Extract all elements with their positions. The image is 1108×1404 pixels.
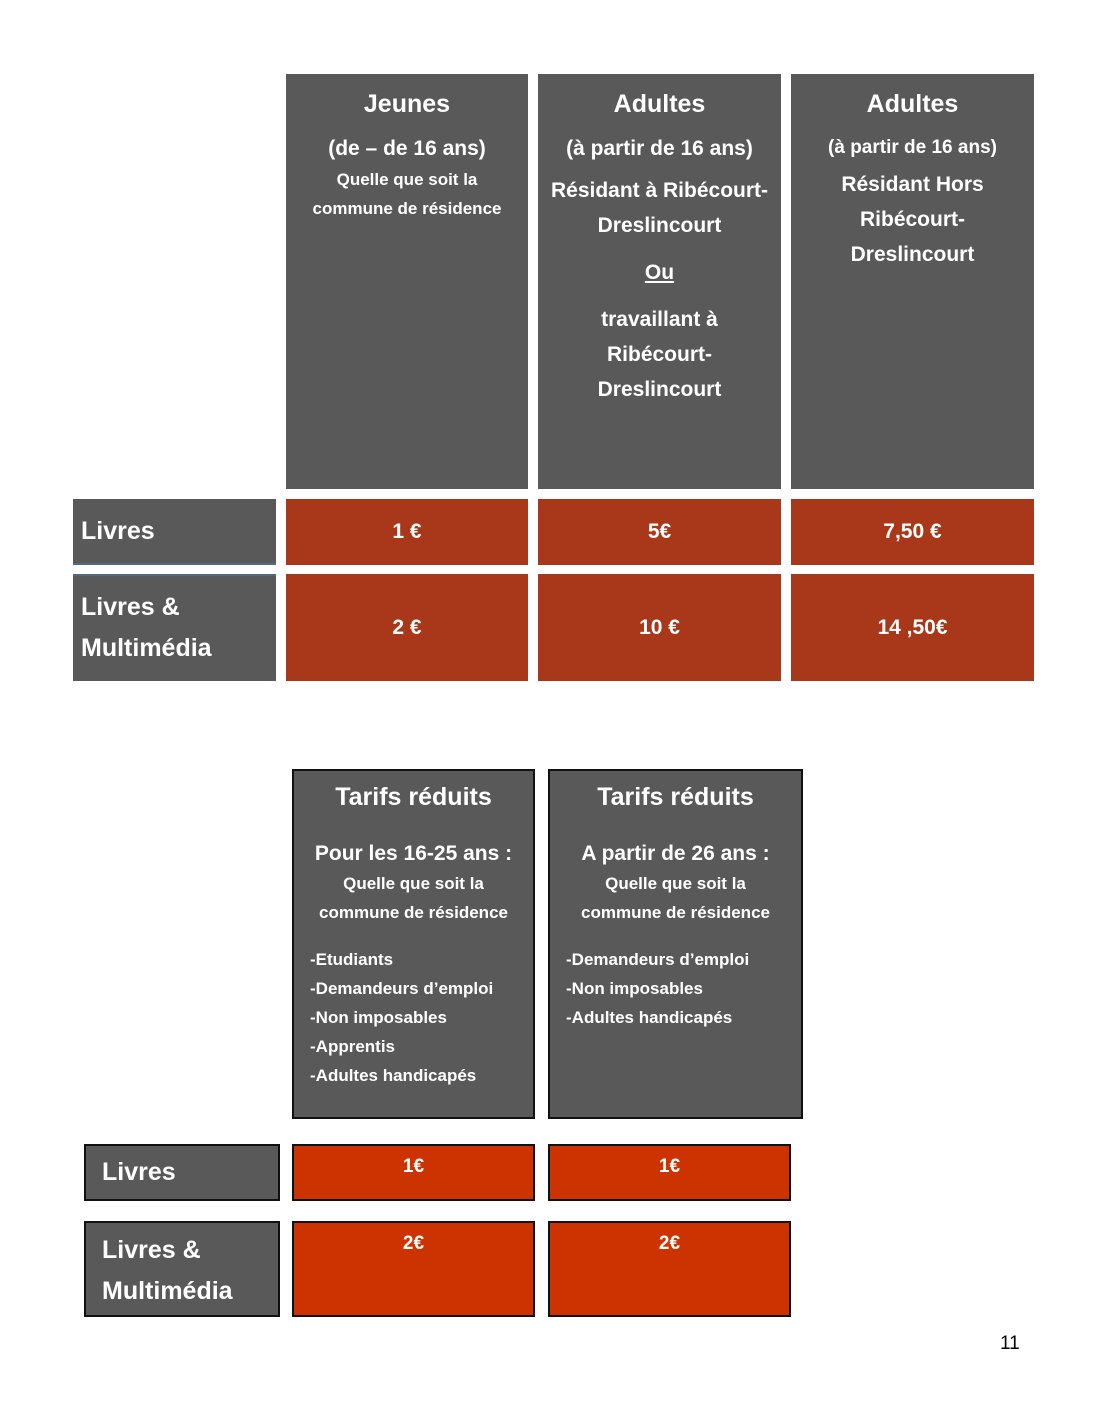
header-condition: travaillant à [601,308,718,331]
page-number: 11 [1000,1333,1020,1354]
header-tarifs-reduits-26-plus [548,769,803,1119]
header-title: Adultes [613,90,706,118]
header-subtitle: (à partir de 16 ans) [566,137,753,160]
price-cell: 1 € [286,499,528,565]
price-cell: 1€ [548,1144,791,1201]
list-item: -Etudiants [310,950,394,969]
header-condition: Résidant à Ribécourt- [550,179,769,202]
row-label-livres-multimedia [73,574,276,681]
price-cell: 2 € [286,574,528,681]
list-item: -Demandeurs d’emploi [566,950,750,969]
list-item: -Non imposables [310,1008,447,1027]
price-cell: 14 ,50€ [791,574,1034,681]
price-cell: 2€ [548,1221,791,1317]
price-cell: 5€ [538,499,781,565]
header-condition: Dreslincourt [850,243,975,266]
header-detail: Quelle que soit la [336,170,478,189]
header-adultes-hors [791,74,1034,489]
price-cell: 7,50 € [791,499,1034,565]
header-title: Tarifs réduits [335,783,492,811]
header-title: Tarifs réduits [597,783,754,811]
header-detail: commune de résidence [581,903,770,922]
price-cell: 2€ [292,1221,535,1317]
header-detail: commune de résidence [319,903,508,922]
header-or: Ou [644,261,675,284]
header-jeunes [286,74,528,489]
row-label-text: Livres [81,516,155,545]
header-condition: Ribécourt- [607,343,712,366]
header-condition: Résidant Hors [841,173,984,196]
row-label-text: Livres & [102,1236,201,1264]
row-label-livres [84,1144,280,1201]
header-condition: Dreslincourt [597,214,722,237]
price-cell: 10 € [538,574,781,681]
header-subtitle: Pour les 16-25 ans : [314,842,513,865]
header-detail: Quelle que soit la [343,874,484,893]
row-label-livres [73,499,276,565]
header-condition: Dreslincourt [597,378,722,401]
list-item: -Adultes handicapés [310,1066,477,1085]
row-label-text: Multimédia [102,1277,233,1305]
list-item: -Demandeurs d’emploi [310,979,494,998]
list-item: -Adultes handicapés [566,1008,733,1027]
header-subtitle: (à partir de 16 ans) [828,137,997,158]
header-title: Jeunes [363,90,451,118]
header-subtitle: (de – de 16 ans) [328,137,486,160]
price-cell: 1€ [292,1144,535,1201]
eligibility-list [294,945,533,1090]
header-condition: Ribécourt- [860,208,965,231]
row-label-text: Livres [102,1158,176,1186]
row-label-text: Multimédia [81,634,212,662]
header-detail: commune de résidence [312,199,502,218]
header-detail: Quelle que soit la [605,874,746,893]
eligibility-list [550,945,801,1032]
row-label-text: Livres & [81,593,180,621]
header-title: Adultes [866,90,959,118]
list-item: -Apprentis [310,1037,395,1056]
header-subtitle: A partir de 26 ans : [581,842,770,865]
list-item: -Non imposables [566,979,703,998]
header-adultes-residents [538,74,781,489]
row-label-livres-multimedia [84,1221,280,1317]
header-tarifs-reduits-16-25 [292,769,535,1119]
